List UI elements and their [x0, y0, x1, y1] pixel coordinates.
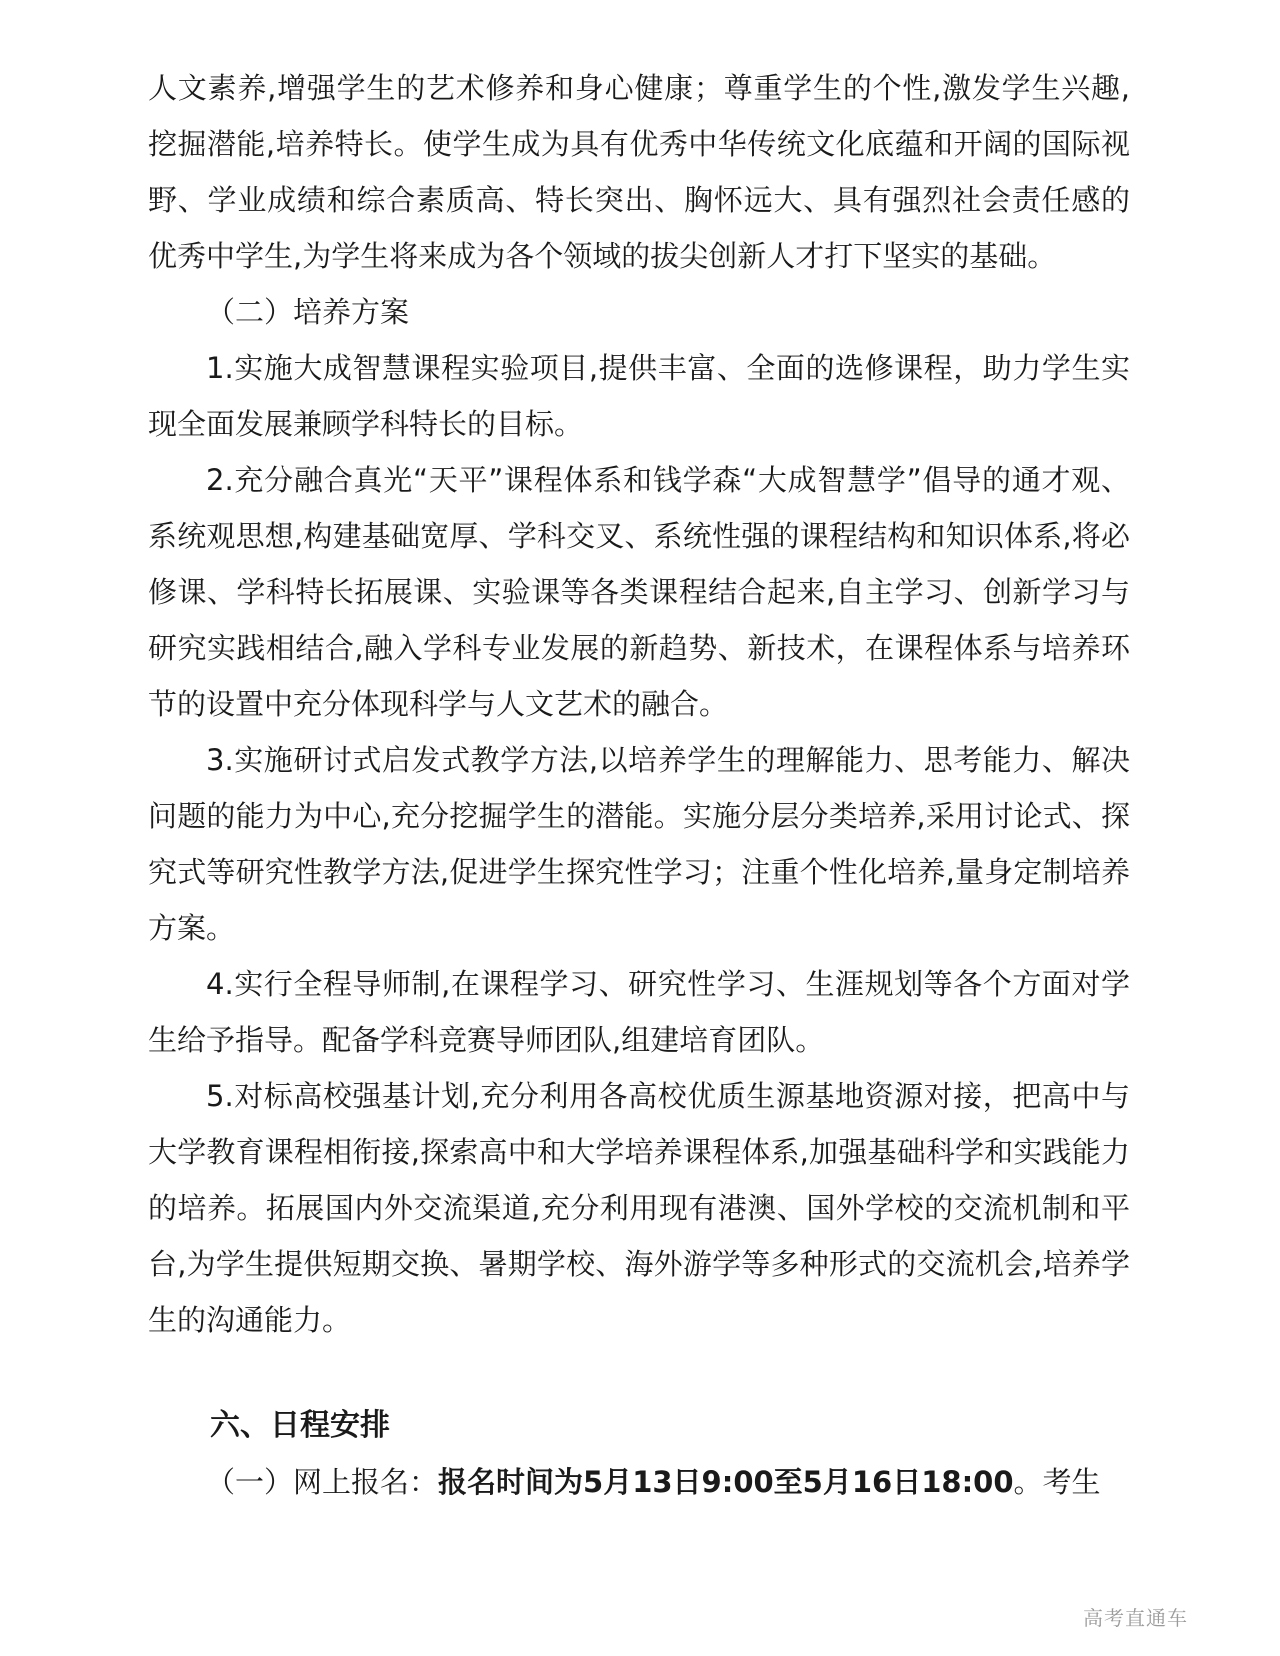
- registration-suffix: 。考生: [1013, 1465, 1101, 1499]
- document-body: [148, 60, 1130, 1510]
- paragraph-item-5: 5.对标高校强基计划,充分利用各高校优质生源基地资源对接，把高中与大学教育课程相衔接,探索高中和大学培养课程体系,加强基础科学和实践能力的培养。拓展国内外交流渠道,充分利用现有港澳、国外学校的交流机制和平台,为学生提供短期交换、暑期学校、海外游学等多种形式的交流机会,培养学生的沟通能力。: [148, 1079, 1130, 1337]
- paragraph-item-4: 4.实行全程导师制,在课程学习、研究性学习、生涯规划等各个方面对学生给予指导。配备学科竞赛导师团队,组建培育团队。: [148, 967, 1130, 1057]
- paragraph-item-1: 1.实施大成智慧课程实验项目,提供丰富、全面的选修课程，助力学生实现全面发展兼顾学科特长的目标。: [148, 351, 1130, 441]
- paragraph-item-3: 3.实施研讨式启发式教学方法,以培养学生的理解能力、思考能力、解决问题的能力为中心,充分挖掘学生的潜能。实施分层分类培养,采用讨论式、探究式等研究性教学方法,促进学生探究性学习；注重个性化培养,量身定制培养方案。: [148, 743, 1130, 945]
- paragraph-item-2: 2.充分融合真光“天平”课程体系和钱学森“大成智慧学”倡导的通才观、系统观思想,构建基础宽厚、学科交叉、系统性强的课程结构和知识体系,将必修课、学科特长拓展课、实验课等各类课程结合起来,自主学习、创新学习与研究实践相结合,融入学科专业发展的新趋势、新技术，在课程体系与培养环节的设置中充分体现科学与人文艺术的融合。: [148, 463, 1130, 721]
- section-heading-schedule: 六、日程安排: [210, 1408, 390, 1443]
- paragraph-intro: 人文素养,增强学生的艺术修养和身心健康；尊重学生的个性,激发学生兴趣,挖掘潜能,培养特长。使学生成为具有优秀中华传统文化底蕴和开阔的国际视野、学业成绩和综合素质高、特长突出、胸怀远大、具有强烈社会责任感的优秀中学生,为学生将来成为各个领域的拔尖创新人才打下坚实的基础。: [148, 71, 1130, 273]
- watermark-text: 高考直通车: [1083, 1606, 1188, 1630]
- registration-time: 报名时间为5月13日9:00至5月16日18:00: [438, 1465, 1014, 1499]
- subheading-training-plan: （二）培养方案: [206, 295, 410, 329]
- registration-prefix: （一）网上报名：: [206, 1465, 439, 1499]
- paragraph-registration: [148, 1454, 1130, 1510]
